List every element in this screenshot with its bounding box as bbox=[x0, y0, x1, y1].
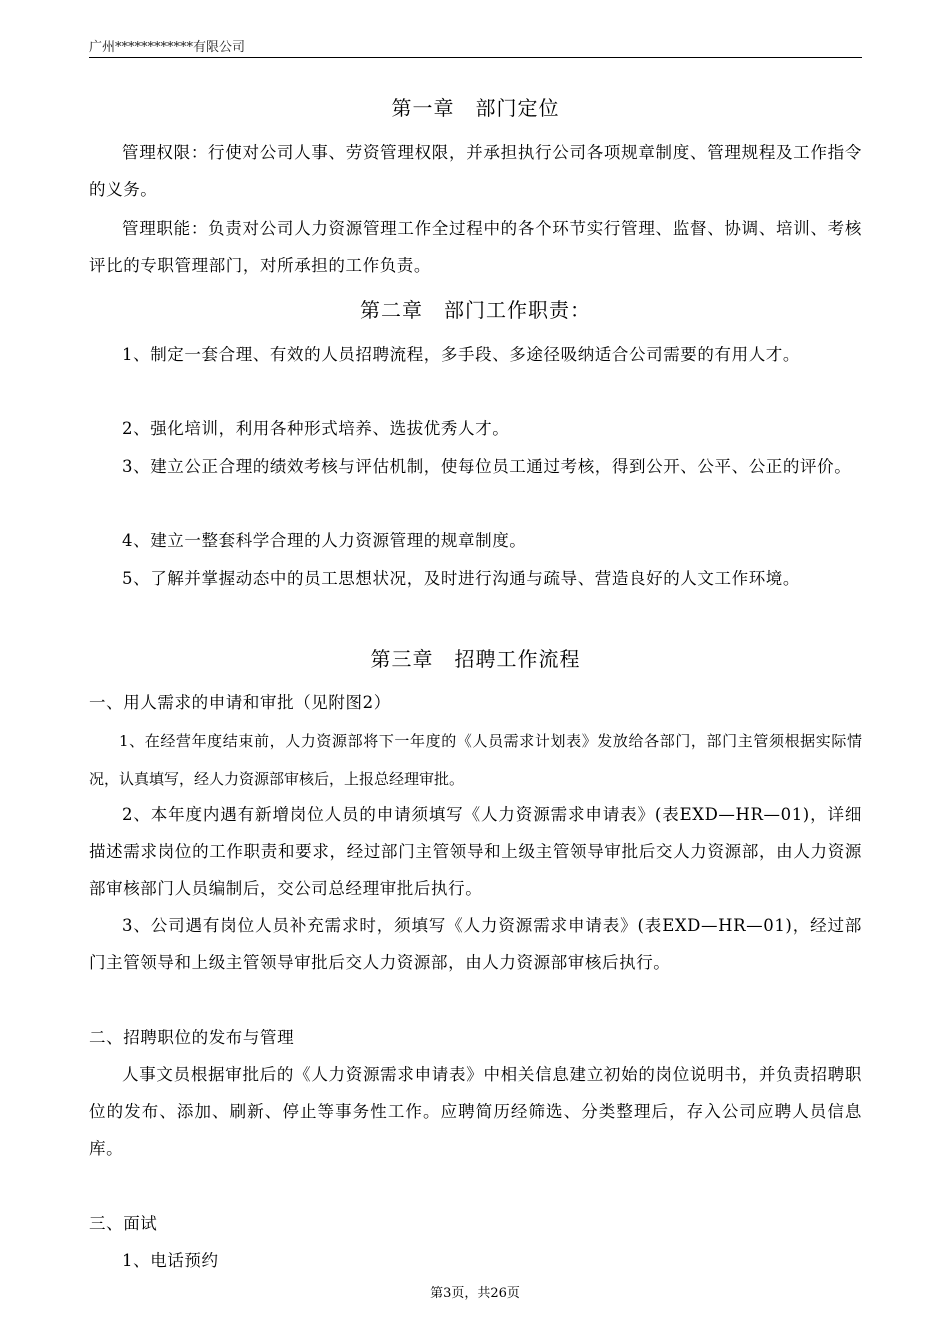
s1-item-2: 2、本年度内遇有新增岗位人员的申请须填写《人力资源需求申请表》(表EXD—HR—01)，详细描述需求岗位的工作职责和要求，经过部门主管领导和上级主管领导审批后交人力资源部，由人力资源部审核部门人员编制后，交公司总经理审批后执行。 bbox=[89, 805, 862, 898]
ch1-paragraph-function: 管理职能：负责对公司人力资源管理工作全过程中的各个环节实行管理、监督、协调、培训、考核评比的专职管理部门，对所承担的工作负责。 bbox=[89, 219, 862, 275]
company-name: 广州************有限公司 bbox=[89, 40, 246, 55]
section-1-heading: 一、用人需求的申请和审批（见附图2） bbox=[89, 693, 391, 712]
chapter-1-title: 第一章 部门定位 bbox=[391, 96, 560, 120]
section-3-heading: 三、面试 bbox=[89, 1214, 158, 1233]
ch2-item-4: 4、建立一整套科学合理的人力资源管理的规章制度。 bbox=[122, 531, 527, 550]
ch2-item-1: 1、制定一套合理、有效的人员招聘流程，多手段、多途径吸纳适合公司需要的有用人才。 bbox=[122, 345, 800, 364]
ch1-paragraph-authority: 管理权限：行使对公司人事、劳资管理权限，并承担执行公司各项规章制度、管理规程及工作指令的义务。 bbox=[89, 143, 862, 199]
s3-item-1: 1、电话预约 bbox=[122, 1251, 219, 1270]
ch2-item-3: 3、建立公正合理的绩效考核与评估机制，使每位员工通过考核，得到公开、公平、公正的评价。 bbox=[122, 457, 852, 476]
page-number: 第3页，共26页 bbox=[430, 1286, 520, 1301]
ch2-item-2: 2、强化培训，利用各种形式培养、选拔优秀人才。 bbox=[122, 419, 510, 438]
s2-paragraph: 人事文员根据审批后的《人力资源需求申请表》中相关信息建立初始的岗位说明书，并负责招聘职位的发布、添加、刷新、停止等事务性工作。应聘简历经筛选、分类整理后，存入公司应聘人员信息库。 bbox=[89, 1065, 862, 1158]
s1-item-1: 1、在经营年度结束前，人力资源部将下一年度的《人员需求计划表》发放给各部门，部门主管须根据实际情况，认真填写，经人力资源部审核后，上报总经理审批。 bbox=[89, 732, 862, 788]
s1-item-3: 3、公司遇有岗位人员补充需求时，须填写《人力资源需求申请表》(表EXD—HR—01)，经过部门主管领导和上级主管领导审批后交人力资源部，由人力资源部审核后执行。 bbox=[89, 916, 862, 972]
page-header bbox=[89, 38, 862, 58]
chapter-3-title: 第三章 招聘工作流程 bbox=[370, 647, 581, 671]
section-2-heading: 二、招聘职位的发布与管理 bbox=[89, 1028, 295, 1047]
ch2-item-5: 5、了解并掌握动态中的员工思想状况，及时进行沟通与疏导、营造良好的人文工作环境。 bbox=[122, 569, 800, 588]
chapter-2-title: 第二章 部门工作职责： bbox=[360, 298, 591, 322]
